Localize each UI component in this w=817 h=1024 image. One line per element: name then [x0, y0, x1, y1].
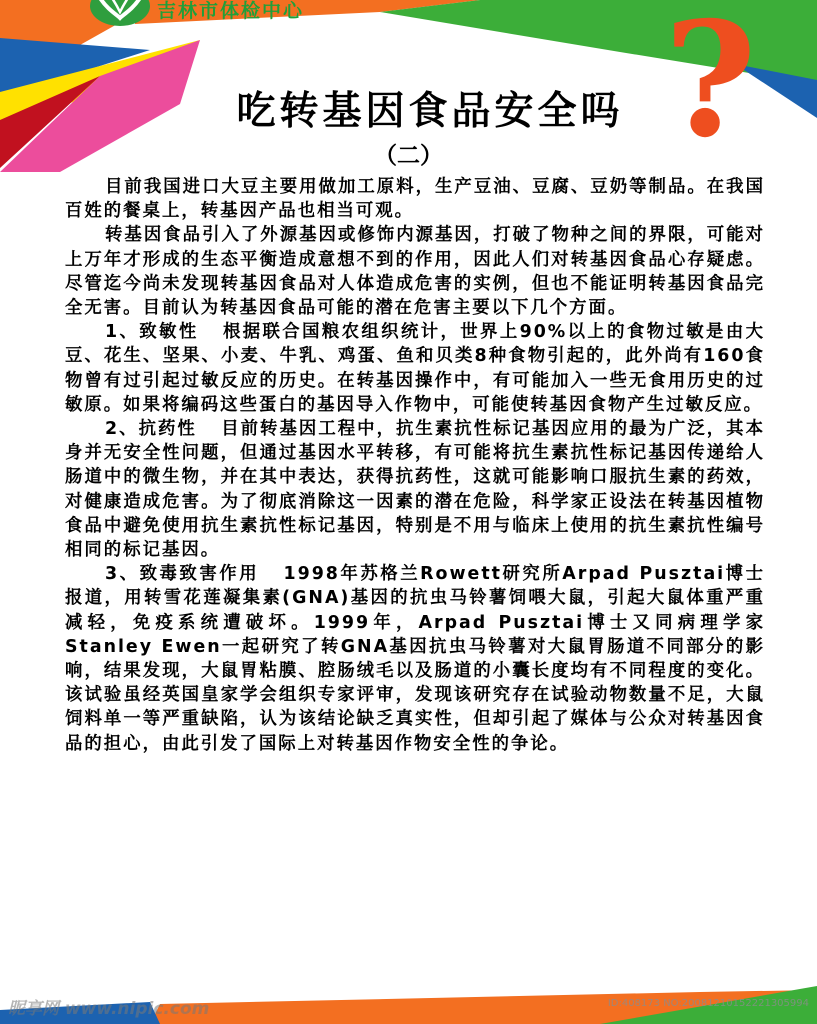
- paragraph-background: 转基因食品引入了外源基因或修饰内源基因，打破了物种之间的界限，可能对上万年才形成的生态平衡造成意想不到的作用，因此人们对转基因食品心存疑虑。尽管迄今尚未发现转基因食品对人体造成危害的实例，但也不能证明转基因食品完全无害。目前认为转基因食品可能的潜在危害主要以下几个方面。: [65, 225, 765, 319]
- section-text: 目前转基因工程中，抗生素抗性标记基因应用的最为广泛，其本身并无安全性问题，但通过基因水平转移，有可能将抗生素抗性标记基因传递给人肠道中的微生物，并在其中表达，获得抗药性，这就可能影响口服抗生素的药效，对健康造成危害。为了彻底消除这一因素的潜在危险，科学家正设法在转基因植物食品中避免使用抗生素抗性标记基因，特别是不用与临床上使用的抗生素抗性编号相同的标记基因。: [65, 419, 765, 561]
- section-label: 1、致敏性: [105, 322, 199, 343]
- section-text: 根据联合国粮农组织统计，世界上90%以上的食物过敏是由大豆、花生、坚果、小麦、牛乳、鸡蛋、鱼和贝类8种食物引起的，此外尚有160食物曾有过引起过敏反应的历史。在转基因操作中，有可能加入一些无食用历史的过敏原。如果将编码这些蛋白的基因导入作物中，可能使转基因食物产生过敏反应。: [65, 322, 765, 415]
- section-toxicity: [65, 562, 765, 756]
- watermark-left: 昵享网 www.nipic.com: [8, 999, 210, 1019]
- page-title: 吃转基因食品安全吗: [236, 89, 624, 134]
- section-allergenicity: [65, 320, 765, 417]
- section-drug-resistance: [65, 417, 765, 562]
- org-name: 吉林市体检中心: [157, 0, 305, 22]
- question-mark-icon: ?: [664, 0, 757, 173]
- section-label: 2、抗药性: [105, 419, 197, 440]
- page-subtitle: （二）: [374, 143, 443, 169]
- section-text: 1998年苏格兰Rowett研究所Arpad Pusztai博士报道，用转雪花莲凝集素(GNA)基因的抗虫马铃薯饲喂大鼠，引起大鼠体重严重减轻，免疫系统遭破坏。1999年，Arpad Pusztai博士又同病理学家Stanley Ewen一起研究了转GNA基因抗虫马铃薯对大鼠胃肠道不同部分的影响，结果发现，大鼠胃粘膜、腔肠绒毛以及肠道的小囊长度均有不同程度的变化。该试验虽经英国皇家学会组织专家评审，发现该研究存在试验动物数量不足，大鼠饲料单一等严重缺陷，认为该结论缺乏真实性，但却引起了媒体与公众对转基因食品的担心，由此引发了国际上对转基因作物安全性的争论。: [65, 564, 765, 754]
- section-label: 3、致毒致害作用: [105, 564, 260, 585]
- watermark-right: ID:408173 NO:20081210152221305994: [607, 998, 809, 1009]
- paragraph-intro: 目前我国进口大豆主要用做加工原料，生产豆油、豆腐、豆奶等制品。在我国百姓的餐桌上，转基因产品也相当可观。: [65, 177, 765, 222]
- article-body: [65, 175, 765, 756]
